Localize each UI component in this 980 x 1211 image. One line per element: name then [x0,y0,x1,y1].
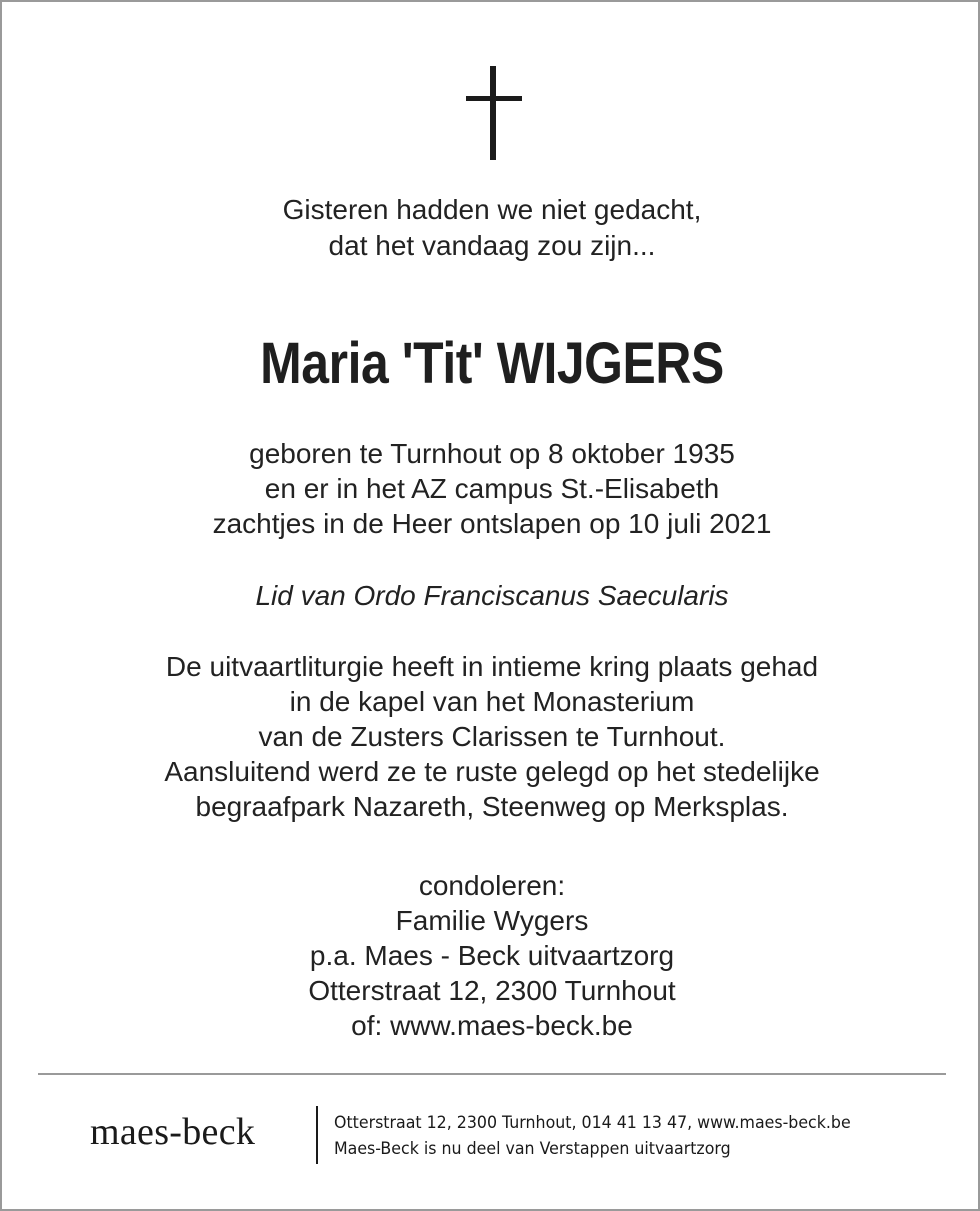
ceremony-line: van de Zusters Clarissen te Turnhout. [258,721,726,752]
footer-contact [334,1110,851,1162]
intro-line: Gisteren hadden we niet gedacht, [282,194,702,225]
condolences-line: condoleren: [418,870,566,901]
ceremony-line: begraafpark Nazareth, Steenweg op Merksplas. [195,791,789,822]
deceased-name: Maria 'Tit' WIJGERS [260,331,724,396]
ceremony-line: in de kapel van het Monasterium [289,686,695,717]
ceremony-line: Aansluitend werd ze te ruste gelegd op het stedelijke [164,756,820,787]
condolences-line: Otterstraat 12, 2300 Turnhout [308,975,676,1006]
condolences-line: p.a. Maes - Beck uitvaartzorg [309,940,675,971]
footer-note-line: Maes-Beck is nu deel van Verstappen uitvaartzorg [334,1139,731,1159]
intro-line: dat het vandaag zou zijn... [328,230,656,261]
footer-divider [38,1073,946,1075]
membership-text: Lid van Ordo Franciscanus Saecularis [255,580,729,611]
birth-line: en er in het AZ campus St.-Elisabeth [264,473,720,504]
maes-beck-logo: maes-beck [90,1111,256,1153]
birth-line: zachtjes in de Heer ontslapen op 10 juli 2021 [212,508,772,539]
condolences-line: Familie Wygers [395,905,589,936]
footer-separator [316,1106,318,1164]
condolences-text [62,868,922,1043]
birth-line: geboren te Turnhout op 8 oktober 1935 [249,438,735,469]
intro-verse [62,192,922,264]
condolences-link: of: www.maes-beck.be [351,1010,633,1041]
ceremony-line: De uitvaartliturgie heeft in intieme kring plaats gehad [165,651,819,682]
cross-icon [466,66,522,160]
footer-address-line: Otterstraat 12, 2300 Turnhout, 014 41 13 47, www.maes-beck.be [334,1113,851,1133]
birth-death-text [62,436,922,541]
ceremony-text [62,649,922,824]
